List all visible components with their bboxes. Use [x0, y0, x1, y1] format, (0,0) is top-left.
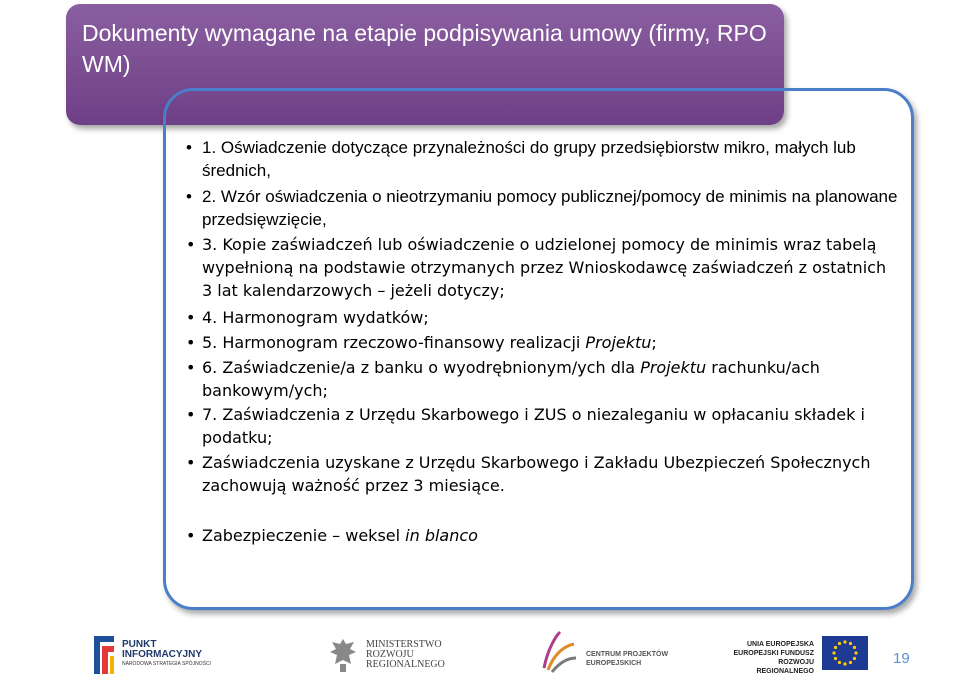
- cpe-swirl-icon: [538, 628, 578, 674]
- list-item: • Zabezpieczenie – weksel in blanco: [186, 524, 902, 547]
- nss-arrow-icon: [92, 634, 116, 676]
- list-item: • 3. Kopie zaświadczeń lub oświadczenie o udzielonej pomocy de minimis wraz tabelą wypełnioną na podstawie otrzymanych przez Wnioskodawcę zaświadczeń z ostatnich 3 lat kalendarzowych – jeżeli dotyczy;: [186, 233, 892, 302]
- mrr-logo: MINISTERSTWO ROZWOJU REGIONALNEGO: [328, 636, 358, 679]
- footer-logos: PUNKT INFORMACYJNY NARODOWA STRATEGIA SPÓJNOŚCI MINISTERSTWO ROZWOJU REGIONALNEGO CENTRUM PROJEKTÓW EUROPEJSKICH UNIA EUROPEJSKA EUROPEJSKI FUNDUSZ ROZWOJU REGIONALNEGO: [0, 622, 960, 684]
- slide-title: Dokumenty wymagane na etapie podpisywania umowy (firmy, RPO WM): [82, 20, 767, 77]
- list-item: • Zaświadczenia uzyskane z Urzędu Skarbowego i Zakładu Ubezpieczeń Społecznych zachowują ważność przez 3 miesiące.: [186, 451, 902, 497]
- list-item: • 7. Zaświadczenia z Urzędu Skarbowego i ZUS o niezaleganiu w opłacaniu składek i podatku;: [186, 403, 902, 449]
- list-item: • 2. Wzór oświadczenia o nieotrzymaniu pomocy publicznej/pomocy de minimis na planowane przedsięwzięcie,: [186, 185, 902, 231]
- list-item: • 5. Harmonogram rzeczowo-finansowy realizacji Projektu;: [186, 331, 902, 354]
- list-item: • 4. Harmonogram wydatków;: [186, 306, 902, 329]
- list-item: • 6. Zaświadczenie/a z banku o wyodrębnionym/ych dla Projektu rachunku/ach bankowym/ych;: [186, 356, 902, 402]
- page-number: 19: [893, 650, 910, 667]
- eagle-emblem-icon: [328, 636, 358, 674]
- punkt-informacyjny-logo: PUNKT INFORMACYJNY NARODOWA STRATEGIA SPÓJNOŚCI: [92, 634, 116, 681]
- eu-flag-icon: [822, 636, 868, 670]
- list-item: • 1. Oświadczenie dotyczące przynależności do grupy przedsiębiorstw mikro, małych lub średnich,: [186, 136, 902, 182]
- cpe-logo: CENTRUM PROJEKTÓW EUROPEJSKICH: [538, 628, 578, 679]
